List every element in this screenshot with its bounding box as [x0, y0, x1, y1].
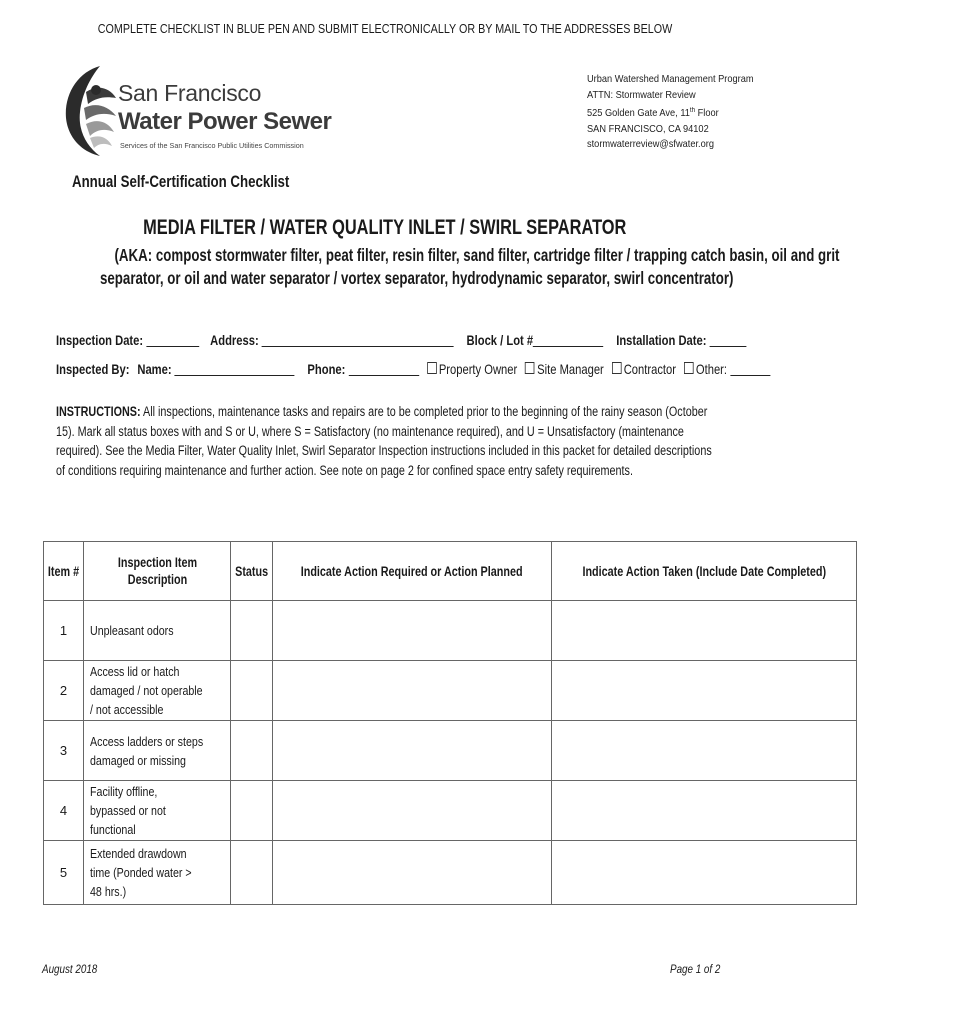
site-manager-label: Site Manager: [537, 361, 604, 377]
phone-field[interactable]: [349, 361, 419, 376]
item-number: 5: [44, 841, 84, 905]
action-required-cell[interactable]: [273, 661, 551, 721]
address-street: 525 Golden Gate Ave, 11th Floor: [587, 107, 719, 119]
mailing-address: [587, 72, 776, 153]
table-row: [44, 661, 857, 721]
aka-line-2: separator, or oil and water separator / vortex separator, hydrodynamic separator, swirl concentrator): [100, 268, 734, 288]
item-number: 3: [44, 721, 84, 781]
item-description: Access lid or hatch damaged / not operable / not accessible: [84, 661, 231, 721]
status-cell[interactable]: [231, 781, 273, 841]
item-description: Access ladders or steps damaged or missing: [84, 721, 231, 781]
name-field[interactable]: [175, 361, 295, 376]
other-field[interactable]: [730, 361, 770, 376]
inspection-date-field[interactable]: [146, 332, 199, 347]
brand-name: San Francisco: [118, 80, 262, 106]
item-number: 1: [44, 601, 84, 661]
address-program: Urban Watershed Management Program: [587, 73, 754, 85]
brand-tagline: Services of the San Francisco Public Utilities Commission: [120, 141, 304, 150]
inspection-date-label: Inspection Date:: [56, 332, 144, 348]
inspected-by-label: Inspected By:: [56, 361, 130, 377]
item-number: 2: [44, 661, 84, 721]
form-subtitle: Annual Self-Certification Checklist: [72, 172, 290, 191]
address-attn: ATTN: Stormwater Review: [587, 88, 696, 101]
block-lot-field[interactable]: [533, 332, 603, 347]
header-action-required: Indicate Action Required or Action Planned: [273, 542, 551, 601]
action-taken-cell[interactable]: [551, 721, 857, 781]
action-required-cell[interactable]: [273, 841, 551, 905]
instructions-label: INSTRUCTIONS:: [56, 404, 141, 419]
address-field[interactable]: [262, 332, 454, 347]
table-row: [44, 601, 857, 661]
property-owner-label: Property Owner: [438, 361, 518, 377]
revision-date: August 2018: [42, 962, 98, 976]
item-number: 4: [44, 781, 84, 841]
address-city: SAN FRANCISCO, CA 94102: [587, 122, 709, 135]
table-row: [44, 721, 857, 781]
action-taken-cell[interactable]: [551, 781, 857, 841]
action-taken-cell[interactable]: [551, 661, 857, 721]
inspector-info-row: [56, 361, 770, 377]
instructions-paragraph: [56, 402, 712, 480]
inspection-checklist-table: [43, 541, 857, 905]
action-taken-cell[interactable]: [551, 601, 857, 661]
table-row: [44, 781, 857, 841]
contractor-checkbox[interactable]: [612, 362, 622, 374]
item-description: Extended drawdown time (Ponded water > 48 hrs.): [84, 841, 231, 905]
address-email[interactable]: stormwaterreview@sfwater.org: [587, 138, 714, 150]
instructions-text: All inspections, maintenance tasks and repairs are to be completed prior to the beginning of the rainy season (October 15). Mark all status boxes with and S or U, where S = Satisfactory (no maintenance required), and U = Unsatisfactory (maintenance required). See the Media Filter, Water Quality Inlet, Swirl Separator Inspection instructions included in this packet for detailed descriptions of conditions requiring maintenance and further action. See note on page 2 for confined space entry safety requirements.: [56, 404, 712, 478]
property-owner-checkbox[interactable]: [427, 362, 437, 374]
header-action-taken: Indicate Action Taken (Include Date Completed): [551, 542, 857, 601]
installation-date-field[interactable]: [710, 332, 747, 347]
aka-line-1: (AKA: compost stormwater filter, peat filter, resin filter, sand filter, cartridge filter / trapping catch basin, oil and grit: [114, 245, 840, 265]
header-item: Item #: [44, 542, 84, 601]
table-row: [44, 841, 857, 905]
inspection-info-row: [56, 332, 746, 348]
submission-instructions-banner: COMPLETE CHECKLIST IN BLUE PEN AND SUBMIT ELECTRONICALLY OR BY MAIL TO THE ADDRESSES BELOW: [97, 22, 673, 36]
page-title: MEDIA FILTER / WATER QUALITY INLET / SWIRL SEPARATOR: [143, 216, 627, 239]
status-cell[interactable]: [231, 841, 273, 905]
other-checkbox[interactable]: [684, 362, 694, 374]
site-manager-checkbox[interactable]: [525, 362, 535, 374]
table-header-row: [44, 542, 857, 601]
item-description: Facility offline, bypassed or not functional: [84, 781, 231, 841]
page-number: Page 1 of 2: [670, 962, 721, 976]
installation-date-label: Installation Date:: [616, 332, 707, 348]
phone-label: Phone:: [307, 361, 346, 377]
name-label: Name:: [137, 361, 172, 377]
contractor-label: Contractor: [623, 361, 676, 377]
header-status: Status: [231, 542, 273, 601]
brand-slogan: Water Power Sewer: [118, 108, 332, 135]
status-cell[interactable]: [231, 601, 273, 661]
action-required-cell[interactable]: [273, 721, 551, 781]
header-description: Inspection Item Description: [84, 542, 231, 601]
action-required-cell[interactable]: [273, 601, 551, 661]
status-cell[interactable]: [231, 721, 273, 781]
block-lot-label: Block / Lot #: [466, 332, 534, 348]
action-required-cell[interactable]: [273, 781, 551, 841]
status-cell[interactable]: [231, 661, 273, 721]
table-body: [44, 601, 857, 905]
item-description: Unpleasant odors: [84, 601, 231, 661]
action-taken-cell[interactable]: [551, 841, 857, 905]
address-label: Address:: [210, 332, 259, 348]
other-label: Other:: [695, 361, 728, 377]
